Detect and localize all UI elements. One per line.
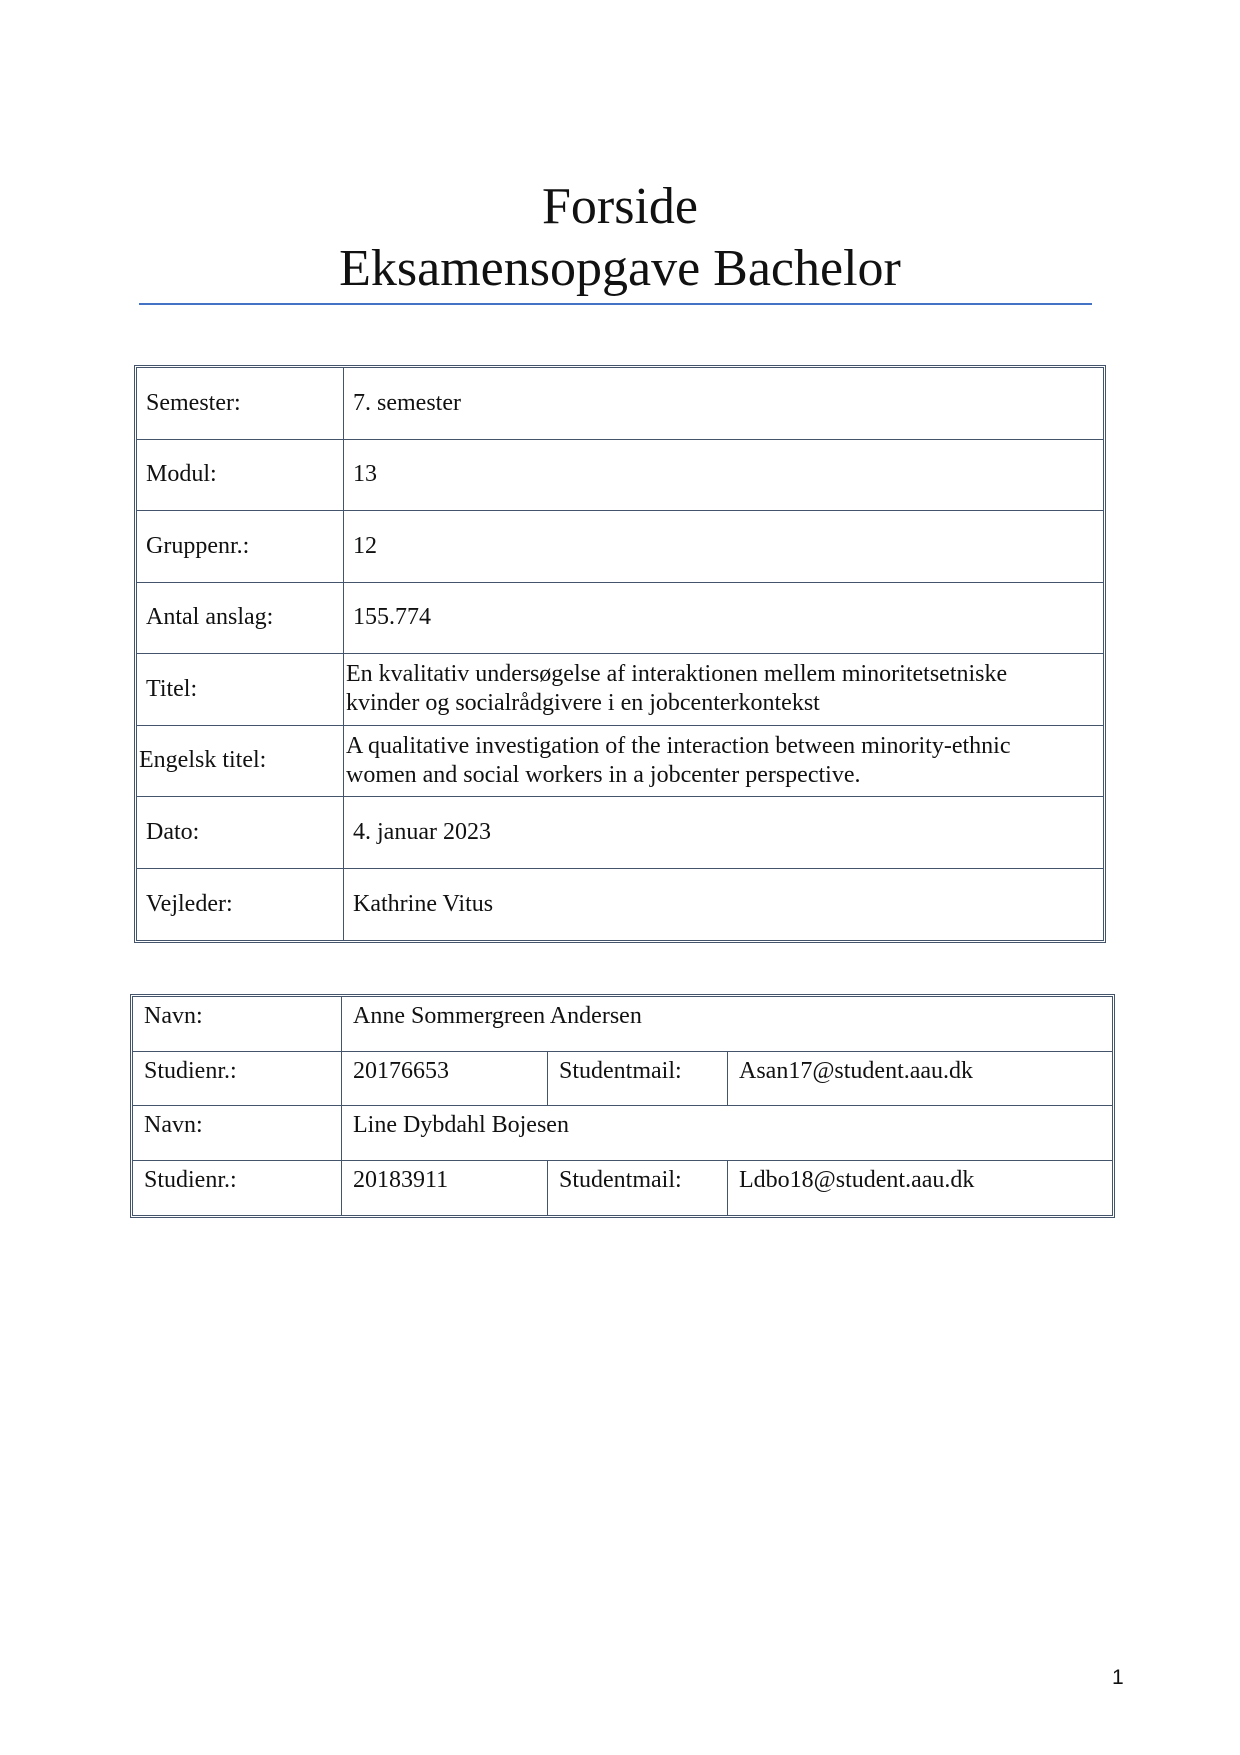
engelsk-titel-value	[344, 726, 1103, 797]
student-1-studienr-label: Studienr.:	[133, 1052, 342, 1106]
student-2-mail: Ldbo18@student.aau.dk	[739, 1166, 975, 1193]
modul-label: Modul:	[137, 440, 344, 511]
page-number: 1	[1112, 1666, 1124, 1689]
info-row-modul	[137, 440, 1103, 512]
info-row-semester	[137, 368, 1103, 440]
anslag-value: 155.774	[353, 604, 431, 631]
titel-value	[344, 654, 1103, 725]
engelsk-titel-value-line-2: women and social workers in a jobcenter perspective.	[346, 761, 861, 788]
titel-label: Titel:	[137, 654, 344, 725]
engelsk-titel-label: Engelsk titel:	[137, 726, 344, 797]
title-underline	[139, 303, 1092, 305]
student-2-studienr: 20183911	[342, 1161, 548, 1216]
dato-label: Dato:	[137, 797, 344, 868]
info-row-dato	[137, 797, 1103, 869]
vejleder-label: Vejleder:	[137, 869, 344, 941]
info-row-vejleder	[137, 869, 1103, 941]
student-1-name: Anne Sommergreen Andersen	[353, 1003, 642, 1029]
info-row-gruppenr	[137, 511, 1103, 583]
student-1-id-row	[133, 1052, 1112, 1107]
student-1-studienr: 20176653	[342, 1052, 548, 1106]
student-1-mail-label: Studentmail:	[548, 1052, 728, 1106]
titel-value-line-2: kvinder og socialrådgivere i en jobcenterkontekst	[346, 690, 820, 716]
student-2-name-label: Navn:	[133, 1106, 342, 1160]
student-2-studienr-label: Studienr.:	[133, 1161, 342, 1216]
semester-value: 7. semester	[353, 389, 461, 416]
title-line-1: Forside	[542, 178, 698, 235]
modul-value: 13	[353, 461, 377, 488]
student-1-mail: Asan17@student.aau.dk	[739, 1057, 974, 1084]
info-row-titel	[137, 654, 1103, 726]
dato-value: 4. januar 2023	[353, 818, 491, 845]
student-2-name-row	[133, 1106, 1112, 1161]
gruppenr-value: 12	[353, 532, 377, 559]
student-1-name-row	[133, 997, 1112, 1052]
titel-value-line-1: En kvalitativ undersøgelse af interaktionen mellem minoritetsetniske	[346, 661, 1008, 687]
anslag-label: Antal anslag:	[137, 583, 344, 654]
student-2-id-row	[133, 1161, 1112, 1216]
student-table	[130, 994, 1115, 1218]
info-row-engelsk-titel	[137, 726, 1103, 798]
engelsk-titel-value-line-1: A qualitative investigation of the interaction between minority-ethnic	[346, 732, 1011, 759]
student-2-name: Line Dybdahl Bojesen	[353, 1112, 569, 1138]
info-table	[134, 365, 1106, 943]
info-row-anslag	[137, 583, 1103, 655]
semester-label: Semester:	[137, 368, 344, 439]
title-line-2: Eksamensopgave Bachelor	[339, 240, 901, 297]
page-title	[0, 176, 1240, 300]
student-2-mail-label: Studentmail:	[548, 1161, 728, 1216]
vejleder-value: Kathrine Vitus	[353, 890, 494, 917]
student-1-name-label: Navn:	[133, 997, 342, 1051]
gruppenr-label: Gruppenr.:	[137, 511, 344, 582]
